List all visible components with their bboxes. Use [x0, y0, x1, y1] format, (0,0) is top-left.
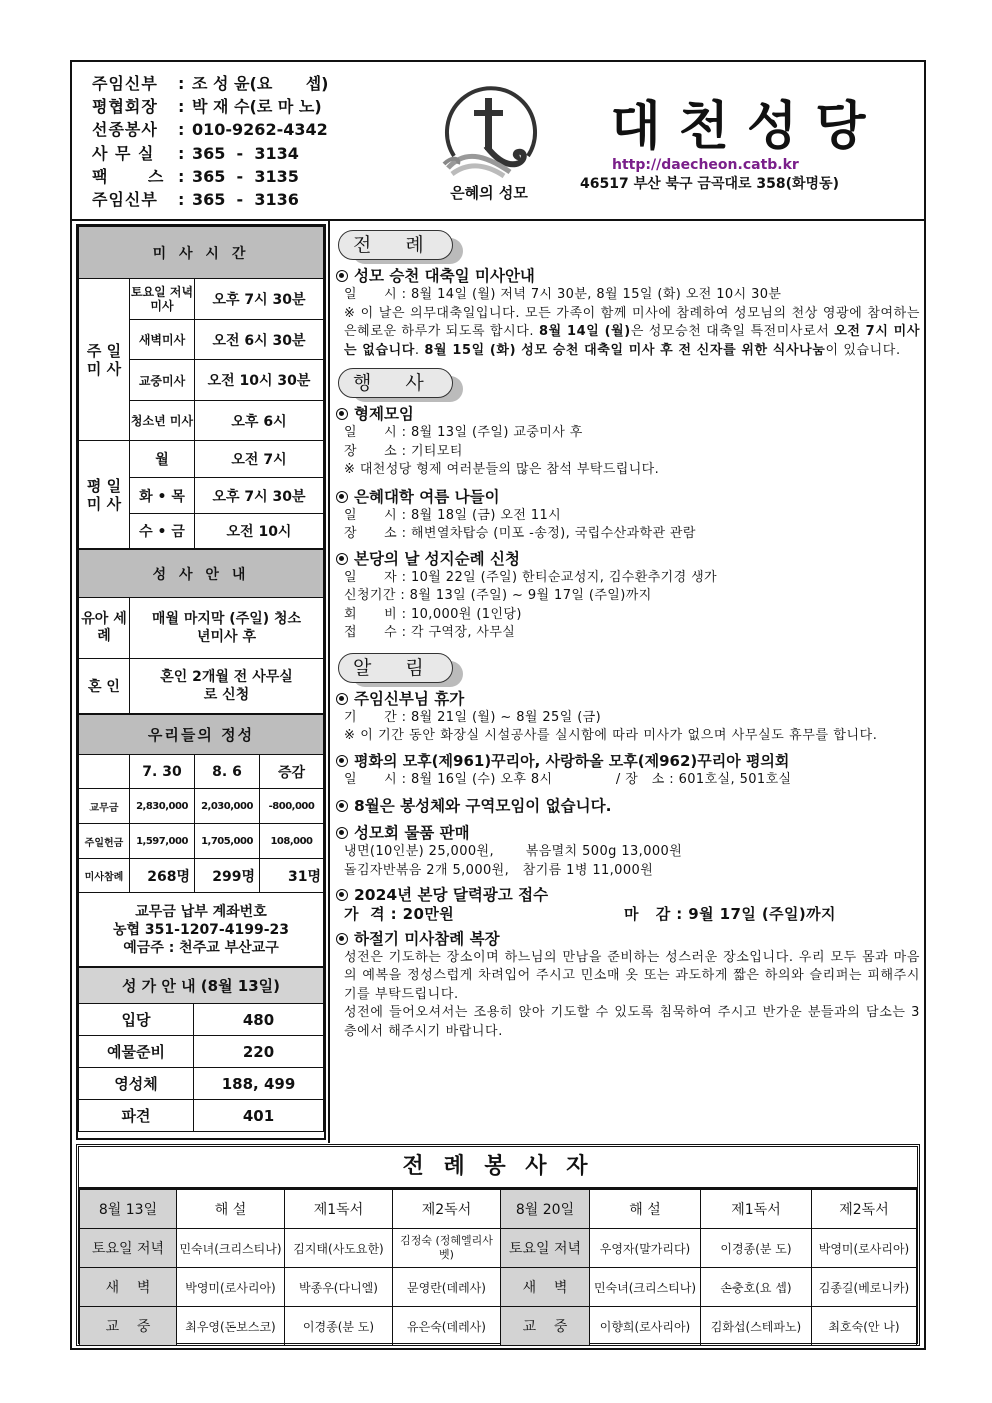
info-label: 선종봉사: [92, 120, 158, 140]
notice-item: [336, 797, 920, 816]
notice-line: 일 시 : 8월 16일 (수) 오후 8시 / 장 소 : 601호실, 501호실: [344, 771, 792, 787]
notice-item: [336, 752, 920, 790]
hymn-number: 480: [194, 1004, 324, 1036]
notice-line: 일 자 : 10월 22일 (주일) 한티순교성지, 김수환추기경 생가: [344, 569, 718, 585]
notice-paragraph: ※ 이 기간 동안 화장실 시설공사를 실시함에 따라 미사가 없으며 사무실도 휴무를 합니다.: [344, 728, 878, 743]
role-header: 제2독서: [393, 1190, 501, 1229]
servers-table: [79, 1189, 917, 1346]
mass-label: 새 벽: [80, 1268, 177, 1307]
info-label: 주임신부: [92, 190, 158, 210]
bullet-icon: [336, 827, 348, 839]
notice-line: 접 수 : 각 구역장, 사무실: [344, 625, 516, 640]
offering-value: 31명: [260, 859, 324, 893]
offering-label: 주일헌금: [79, 824, 130, 859]
server-name: 이향희(로사리아): [590, 1307, 701, 1346]
server-name: 박종우(다니엘): [285, 1268, 393, 1307]
offering-col-header: [79, 755, 130, 789]
notice-item: [336, 405, 920, 480]
offering-value: 268명: [130, 859, 195, 893]
role-header: 제1독서: [701, 1190, 812, 1229]
sacrament-name: 혼 인: [79, 659, 130, 714]
notice-title: 하절기 미사참례 복장: [354, 929, 500, 948]
mass-time: 오전 6시 30분: [195, 320, 324, 360]
offering-value: 1,597,000: [130, 824, 195, 859]
info-value: 010-9262-4342: [192, 120, 328, 140]
account-line: 예금주 : 천주교 부산교구: [123, 939, 279, 956]
sunday-mass-label: 주 일 미 사: [79, 279, 130, 441]
header: [72, 62, 924, 221]
hymn-label: 파견: [79, 1100, 194, 1132]
notice-line: 신청기간 : 8월 13일 (주일) ~ 9월 17일 (주일)까지: [344, 588, 652, 603]
offering-label: 교무금: [79, 789, 130, 824]
notice-line: 장 소 : 해변열차탑승 (미포 -송정), 국립수산과학관 관람: [344, 526, 696, 541]
server-name: 이경종(분 도): [701, 1229, 812, 1268]
bullet-icon: [336, 553, 348, 565]
notice-item: [336, 824, 920, 880]
notice-line: 돌김자반볶음 2개 5,000원, 참기름 1병 11,000원: [344, 862, 654, 878]
role-header: 제2독서: [812, 1190, 917, 1229]
notice-line: 일 시 : 8월 14일 (월) 저녁 7시 30분, 8월 15일 (화) 오전 10시 30분: [344, 287, 782, 302]
info-label: 평협회장: [92, 97, 158, 117]
hymns-table: [78, 967, 324, 1132]
hymn-label: 입당: [79, 1004, 194, 1036]
sacraments-heading: 성 사 안 내: [79, 550, 324, 598]
column-divider: [328, 219, 330, 1143]
notice-item: [336, 488, 920, 544]
hymn-label: 영성체: [79, 1068, 194, 1100]
hymns-heading: 성 가 안 내 (8월 13일): [79, 968, 324, 1004]
server-name: 김지태(사도요한): [285, 1229, 393, 1268]
notice-line: 장 소 : 기티모티: [344, 443, 463, 459]
offering-value: 299명: [195, 859, 260, 893]
bulletin-page: [70, 60, 926, 1350]
hymn-number: 401: [194, 1100, 324, 1132]
account-info: [79, 893, 324, 967]
offerings-table: [78, 714, 324, 967]
notice-title: 형제모임: [354, 405, 414, 423]
server-name: 문영란(데레사): [393, 1268, 501, 1307]
bullet-icon: [336, 270, 348, 282]
server-name: 민숙녀(크리스티나): [590, 1268, 701, 1307]
server-name: 이경종(분 도): [285, 1307, 393, 1346]
mass-name: 화 • 목: [130, 478, 195, 514]
mass-time: 오전 10시 30분: [195, 360, 324, 401]
cross-wave-icon: [434, 84, 544, 180]
notice-item: [336, 267, 920, 360]
mass-name: 청소년 미사: [130, 401, 195, 441]
server-name: 김종길(베로니카): [812, 1268, 917, 1307]
notice-item: [336, 690, 920, 746]
notice-title: 성모회 물품 판매: [354, 824, 470, 842]
notice-item: [336, 930, 920, 1042]
server-name: 우영자(말가리다): [590, 1229, 701, 1268]
notice-line: 기 간 : 8월 21일 (월) ~ 8월 25일 (금): [344, 709, 602, 725]
notice-title: 성모 승천 대축일 미사안내: [354, 267, 535, 285]
offerings-heading: 우리들의 정성: [79, 715, 324, 755]
notice-paragraph: ※ 이 날은 의무대축일입니다. 모든 가족이 함께 미사에 참례하여 성모님의 천상 영광에 참여하는 은혜로운 하루가 되도록 합시다. 8월 14일 (월)은 성모승천 대축일 특전미사로서 오전 7시 미사는 없습니다. 8월 15일 (화) 성모 승천 대축일 미사 후 전 신자를 위한 식사나눔이 있습니다.: [344, 305, 920, 358]
bullet-icon: [336, 933, 348, 945]
mass-name: 교중미사: [130, 360, 195, 401]
offering-col-header: 7. 30: [130, 755, 195, 789]
hymn-label: 예물준비: [79, 1036, 194, 1068]
notice-title: 주임신부님 휴가: [354, 689, 465, 708]
bullet-icon: [336, 408, 348, 420]
weekday-mass-label: 평 일 미 사: [79, 441, 130, 549]
notice-line: 일 시 : 8월 18일 (금) 오전 11시: [344, 507, 562, 523]
server-name: 김정숙 (정혜엘리사벳): [393, 1229, 501, 1268]
server-name: 박영미(로사리아): [812, 1229, 917, 1268]
mass-time: 오전 7시: [195, 441, 324, 478]
mass-time: 오후 6시: [195, 401, 324, 441]
server-name: 박영미(로사리아): [177, 1268, 285, 1307]
mass-time: 오전 10시: [195, 514, 324, 549]
mass-label: 토요일 저녁: [501, 1229, 590, 1268]
server-name: 김화섭(스테파노): [701, 1307, 812, 1346]
offering-value: 2,830,000: [130, 789, 195, 824]
mass-label: 토요일 저녁: [80, 1229, 177, 1268]
notice-item: [336, 550, 920, 643]
parish-address: 46517 부산 북구 금곡대로 358(화명동): [580, 176, 839, 192]
sacrament-desc: 혼인 2개월 전 사무실로 신청: [130, 659, 324, 714]
notice-line: 회 비 : 10,000원 (1인당): [344, 606, 522, 622]
servers-panel: [76, 1144, 920, 1346]
notice-line: ※ 대천성당 형제 여러분들의 많은 참석 부탁드립니다.: [344, 462, 660, 477]
mass-name: 토요일 저녁미사: [130, 279, 195, 320]
notice-paragraph: 성전은 기도하는 장소이며 하느님의 만남을 준비하는 성스러운 장소입니다. 우리 모두 몸과 마음의 예복을 정성스럽게 차려입어 주시고 민소매 옷 또는 과도하게 짧은 하의와 슬리퍼는 피해주시기를 부탁드립니다.: [344, 949, 920, 1002]
notice-paragraph: 성전에 들어오셔서는 조용히 앉아 기도할 수 있도록 침묵하여 주시고 반가운 분들과의 담소는 3층에서 해주시기 바랍니다.: [344, 1005, 920, 1039]
notice-title: 은혜대학 여름 나들이: [354, 487, 500, 506]
sacrament-desc: 매월 마지막 (주일) 청소년미사 후: [130, 598, 324, 659]
offering-value: -800,000: [260, 789, 324, 824]
bullet-icon: [336, 889, 348, 901]
notice-line: 냉면(10인분) 25,000원, 볶음멸치 500g 13,000원: [344, 844, 683, 859]
info-value: 365 - 3136: [192, 190, 299, 210]
notice-item: [336, 886, 920, 924]
mass-name: 새벽미사: [130, 320, 195, 360]
offering-value: 1,705,000: [195, 824, 260, 859]
bullet-icon: [336, 693, 348, 705]
offering-label: 미사참례: [79, 859, 130, 893]
account-line: 교무금 납부 계좌번호: [135, 903, 267, 920]
server-name: 손충호(요 셉): [701, 1268, 812, 1307]
notice-title: 2024년 본당 달력광고 접수: [354, 886, 549, 904]
mass-label: 새 벽: [501, 1268, 590, 1307]
mass-times-heading: 미 사 시 간: [79, 227, 324, 279]
section-label-liturgy: 전 례: [338, 230, 453, 260]
info-label: 주임신부: [92, 74, 158, 93]
info-value: 365 - 3134: [192, 143, 299, 163]
server-name: 최호숙(안 나): [812, 1307, 917, 1346]
info-label: 팩 스: [92, 166, 165, 186]
bullet-icon: [336, 755, 348, 767]
offering-value: 108,000: [260, 824, 324, 859]
server-name: 민숙녀(크리스티나): [177, 1229, 285, 1268]
role-header: 제1독서: [285, 1190, 393, 1229]
role-header: 해 설: [177, 1190, 285, 1229]
notice-title: 8월은 봉성체와 구역모임이 없습니다.: [354, 797, 612, 815]
server-name: 최우영(돈보스코): [177, 1307, 285, 1346]
info-value: 조 성 윤(요 셉): [192, 74, 329, 93]
hymn-number: 220: [194, 1036, 324, 1068]
sacraments-table: [78, 549, 324, 714]
info-value: 박 재 수(로 마 노): [192, 97, 322, 117]
contact-info: 주임신부 : 조 성 윤(요 셉) 평협회장 : 박 재 수(로 마 노) 선종봉사 : 010-9262-4342 사 무 실 : 365 - 3134 팩 스 : 365 - 3135 주임신부 : 365 - 3136: [92, 72, 328, 211]
info-label: 사 무 실: [92, 143, 155, 163]
logo-caption: 은혜의 성모: [450, 184, 528, 202]
sacrament-name: 유아 세례: [79, 598, 130, 659]
offering-value: 2,030,000: [195, 789, 260, 824]
server-name: 유은숙(데레사): [393, 1307, 501, 1346]
notice-title: 평화의 모후(제961)꾸리아, 사랑하올 모후(제962)꾸리아 평의회: [354, 751, 790, 770]
notice-title: 본당의 날 성지순례 신청: [354, 549, 520, 568]
mass-time: 오후 7시 30분: [195, 478, 324, 514]
parish-url[interactable]: http://daecheon.catb.kr: [612, 157, 799, 173]
parish-title: 대천성당: [610, 97, 884, 157]
mass-name: 월: [130, 441, 195, 478]
info-value: 365 - 3135: [192, 166, 299, 186]
parish-logo: [434, 84, 544, 209]
week-date: 8월 13일: [80, 1190, 177, 1229]
section-label-notices: 알 림: [338, 653, 453, 683]
section-label-events: 행 사: [338, 368, 453, 398]
mass-label: 교 중: [80, 1307, 177, 1346]
right-column: [336, 228, 920, 1041]
bullet-icon: [336, 800, 348, 812]
offering-col-header: 8. 6: [195, 755, 260, 789]
mass-label: 교 중: [501, 1307, 590, 1346]
offering-col-header: 증감: [260, 755, 324, 789]
mass-times-table: [78, 226, 324, 549]
hymn-number: 188, 499: [194, 1068, 324, 1100]
week-date: 8월 20일: [501, 1190, 590, 1229]
bullet-icon: [336, 491, 348, 503]
account-line: 농협 351-1207-4199-23: [113, 921, 289, 938]
mass-time: 오후 7시 30분: [195, 279, 324, 320]
left-column: [76, 224, 326, 1140]
mass-name: 수 • 금: [130, 514, 195, 549]
notice-line: 일 시 : 8월 13일 (주일) 교중미사 후: [344, 425, 583, 440]
servers-title: 전 례 봉 사 자: [79, 1147, 917, 1189]
role-header: 해 설: [590, 1190, 701, 1229]
notice-line: 가 격 : 20만원 마 감 : 9월 17일 (주일)까지: [344, 905, 836, 923]
